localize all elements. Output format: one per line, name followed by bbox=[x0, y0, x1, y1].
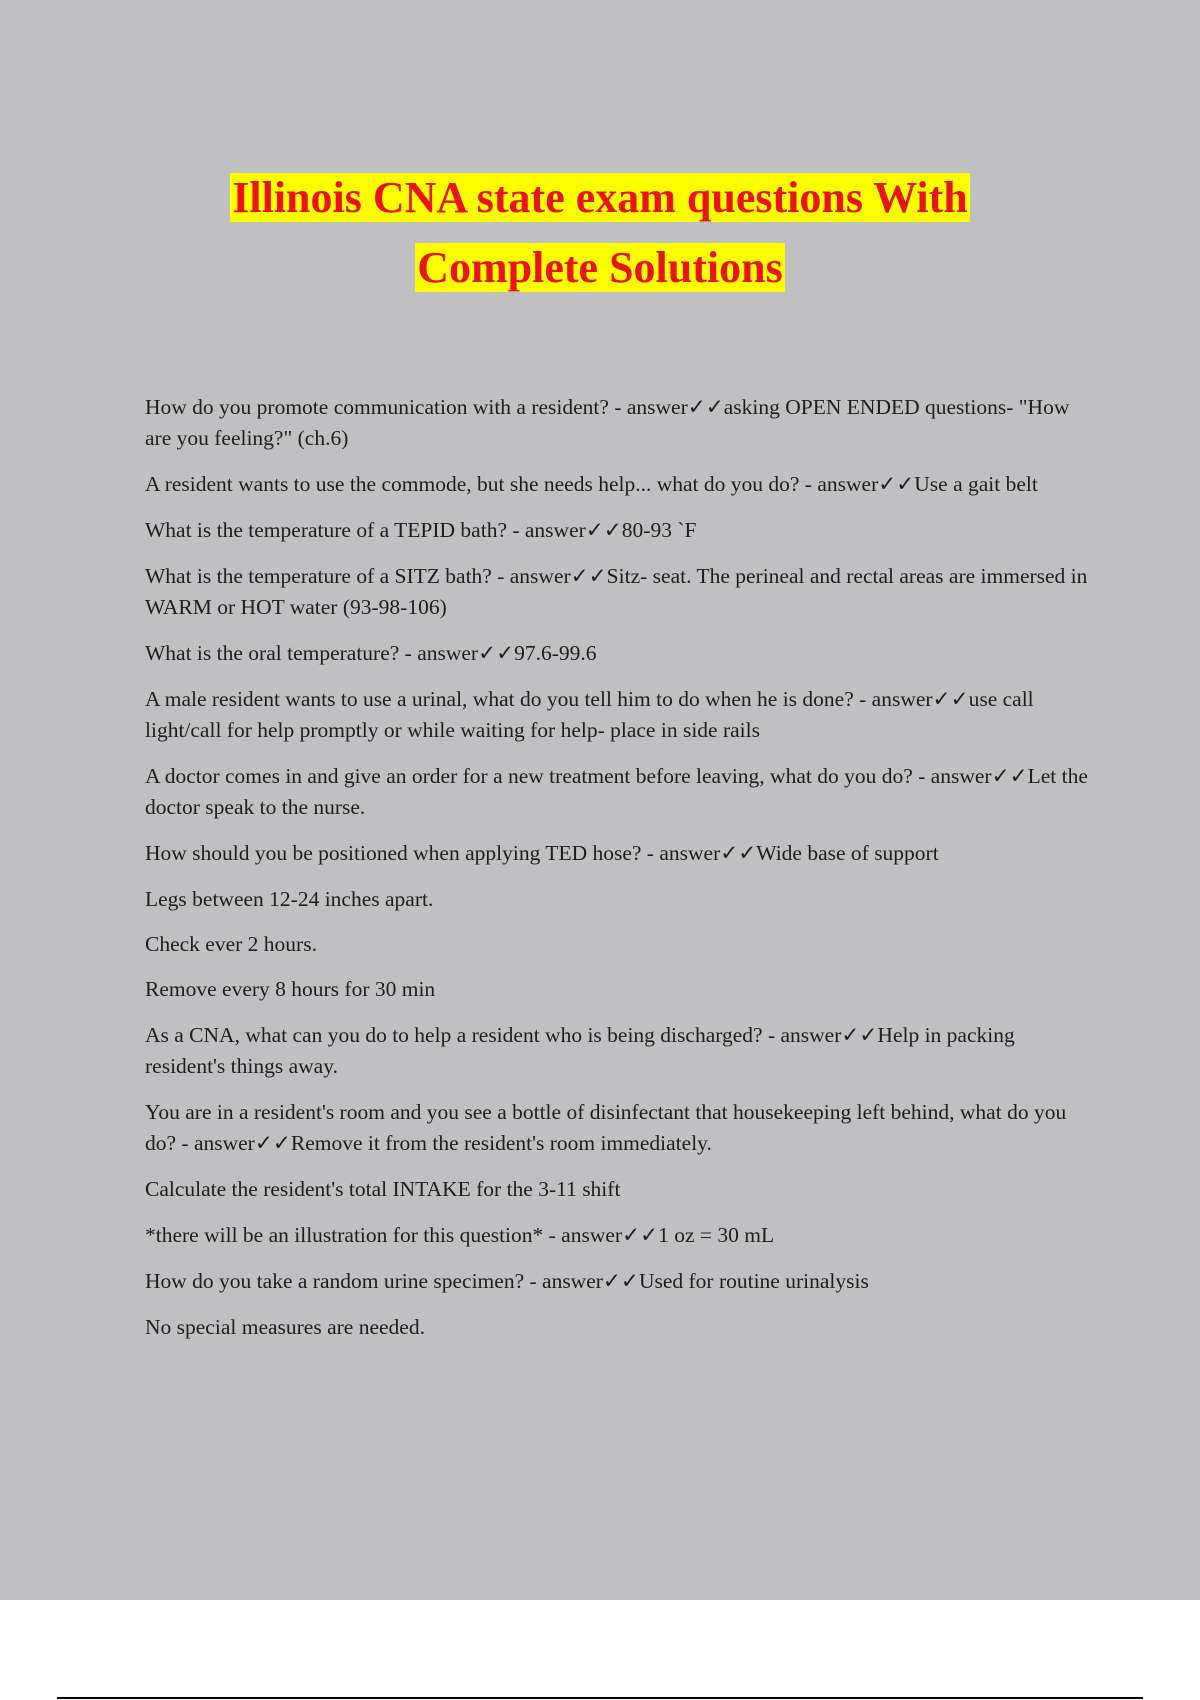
paragraph: A doctor comes in and give an order for a new treatment before leaving, what do you do? - answer✓✓Let the doctor speak to the nurse. bbox=[145, 764, 1088, 819]
paragraph: What is the oral temperature? - answer✓✓97.6-99.6 bbox=[145, 641, 597, 665]
title-line-2: Complete Solutions bbox=[417, 243, 783, 292]
paragraph: A resident wants to use the commode, but she needs help... what do you do? - answer✓✓Use a gait belt bbox=[145, 472, 1038, 496]
paragraph: Check ever 2 hours. bbox=[145, 932, 317, 956]
paragraph: No special measures are needed. bbox=[145, 1315, 425, 1339]
title-line-1: Illinois CNA state exam questions With bbox=[232, 173, 968, 222]
paragraph: Calculate the resident's total INTAKE for the 3-11 shift bbox=[145, 1177, 621, 1201]
paragraph: What is the temperature of a SITZ bath? - answer✓✓Sitz- seat. The perineal and rectal areas are immersed in WARM or HOT water (93-98-106) bbox=[145, 564, 1088, 619]
paragraph: You are in a resident's room and you see a bottle of disinfectant that housekeeping left behind, what do you do? - answer✓✓Remove it from the resident's room immediately. bbox=[145, 1100, 1067, 1155]
paragraph: How do you promote communication with a resident? - answer✓✓asking OPEN ENDED questions- "How are you feeling?" (ch.6) bbox=[145, 395, 1070, 450]
paragraph: How do you take a random urine specimen? - answer✓✓Used for routine urinalysis bbox=[145, 1269, 869, 1293]
document-body bbox=[145, 392, 1090, 1358]
document-title bbox=[0, 168, 1200, 308]
footer-divider bbox=[57, 1697, 1143, 1699]
paragraph: As a CNA, what can you do to help a resident who is being discharged? - answer✓✓Help in packing resident's things away. bbox=[145, 1023, 1015, 1078]
paragraph: Legs between 12-24 inches apart. bbox=[145, 887, 434, 911]
paragraph: *there will be an illustration for this question* - answer✓✓1 oz = 30 mL bbox=[145, 1223, 775, 1247]
paragraph: What is the temperature of a TEPID bath? - answer✓✓80-93 `F bbox=[145, 518, 697, 542]
paragraph: Remove every 8 hours for 30 min bbox=[145, 977, 436, 1001]
paragraph: How should you be positioned when applying TED hose? - answer✓✓Wide base of support bbox=[145, 841, 939, 865]
paragraph: A male resident wants to use a urinal, what do you tell him to do when he is done? - answer✓✓use call light/call for help promptly or while waiting for help- place in side rails bbox=[145, 687, 1034, 742]
